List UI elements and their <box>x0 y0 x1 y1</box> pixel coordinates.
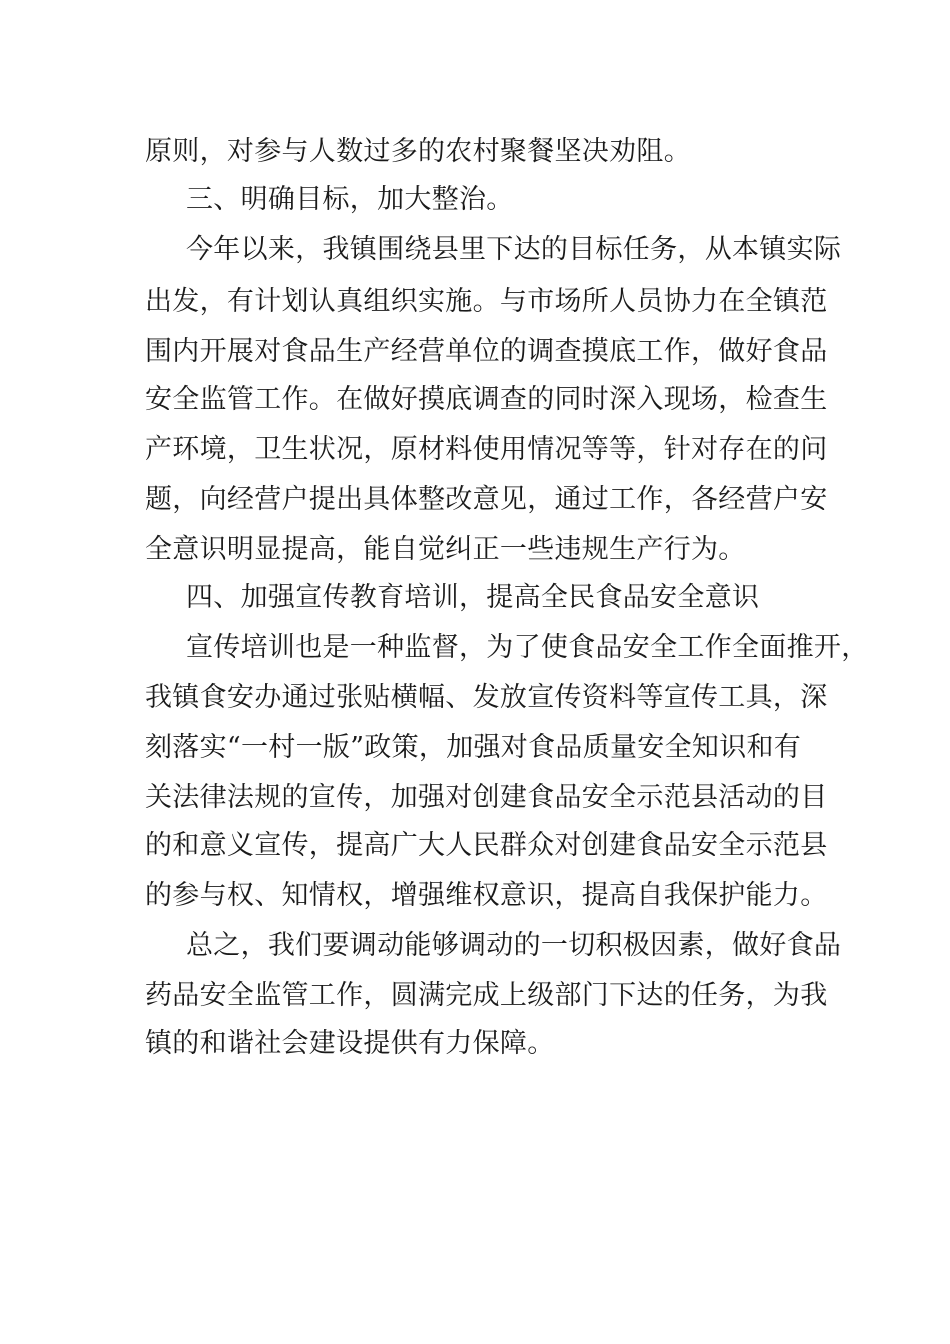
text-line: 今年以来，我镇围绕县里下达的目标任务，从本镇实际 <box>186 234 842 265</box>
text-line: 出发，有计划认真组织实施。与市场所人员协力在全镇范 <box>145 286 828 317</box>
text-line: 药品安全监管工作，圆满完成上级部门下达的任务，为我 <box>145 980 828 1011</box>
text-line: 宣传培训也是一种监督，为了使食品安全工作全面推开， <box>186 632 869 663</box>
text-line: 围内开展对食品生产经营单位的调查摸底工作，做好食品 <box>145 336 828 367</box>
text-line: 关法律法规的宣传，加强对创建食品安全示范县活动的目 <box>145 782 828 813</box>
text-line: 题，向经营户提出具体整改意见，通过工作，各经营户安 <box>145 484 828 515</box>
text-line: 原则，对参与人数过多的农村聚餐坚决劝阻。 <box>145 136 691 167</box>
section-heading: 三、明确目标，加大整治。 <box>186 184 514 215</box>
text-line: 我镇食安办通过张贴横幅、发放宣传资料等宣传工具，深 <box>145 682 828 713</box>
text-line: 产环境，卫生状况，原材料使用情况等等，针对存在的问 <box>145 434 828 465</box>
text-line: 总之，我们要调动能够调动的一切积极因素，做好食品 <box>186 930 842 961</box>
text-line: 全意识明显提高，能自觉纠正一些违规生产行为。 <box>145 534 746 565</box>
text-line: 镇的和谐社会建设提供有力保障。 <box>145 1028 555 1059</box>
text-line: 刻落实“一村一版”政策，加强对食品质量安全知识和有 <box>145 732 802 763</box>
text-line: 的参与权、知情权，增强维权意识，提高自我保护能力。 <box>145 880 828 911</box>
text-line: 安全监管工作。在做好摸底调查的同时深入现场，检查生 <box>145 384 828 415</box>
text-line: 的和意义宣传，提高广大人民群众对创建食品安全示范县 <box>145 830 828 861</box>
section-heading: 四、加强宣传教育培训，提高全民食品安全意识 <box>186 582 760 613</box>
